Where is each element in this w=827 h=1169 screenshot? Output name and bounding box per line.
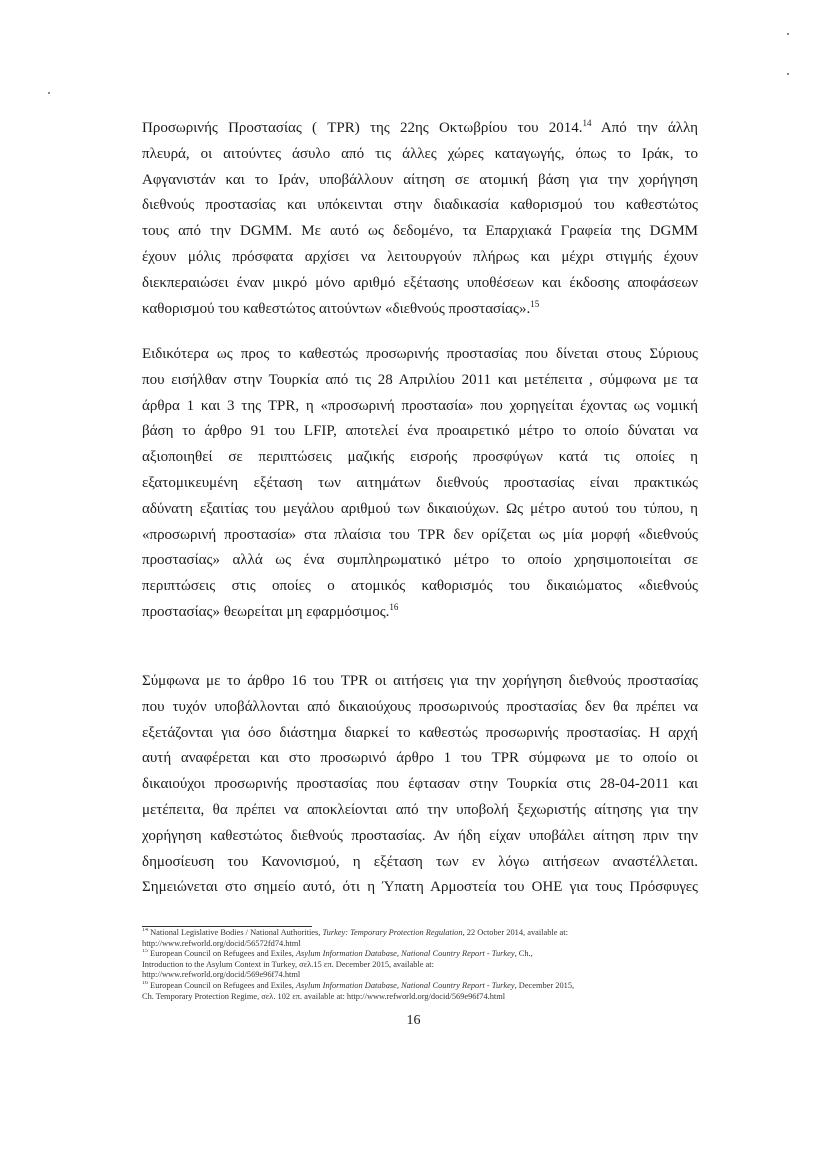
text-line: αδύνατη εξαιτίας του μεγάλου αριθμού των δικαιούχων. Ως μέτρο αυτού του τύπου, η xyxy=(142,500,698,517)
footnote-ref-14[interactable]: 14 xyxy=(582,118,592,128)
text-line: «προσωρινή προστασία» στα πλαίσια του TPR δεν ορίζεται ως μία μορφή «διεθνούς xyxy=(142,526,698,543)
paragraph-2 xyxy=(142,342,698,626)
text-line: έχουν μόλις πρόσφατα αρχίσει να λειτουργούν πλήρως και μέχρι στιγμής έχουν xyxy=(142,248,698,265)
paragraph-1 xyxy=(142,116,698,322)
footnotes xyxy=(142,928,702,1002)
text-line: μετέπειτα, θα πρέπει να αποκλείονται από την υποβολή ξεχωριστής αίτησης για την xyxy=(142,801,698,818)
text-line: διεκπεραιώσει έναν μικρό μόνο αριθμό εξέτασης υποθέσεων και έκδοσης αποφάσεων xyxy=(142,274,698,291)
text-line: καθορισμού του καθεστώτος αιτούντων «διεθνούς προστασίας».$^{15}$ xyxy=(142,298,540,317)
text-line: περιπτώσεις στις οποίες ο ατομικός καθορισμός του δικαιώματος «διεθνούς xyxy=(142,578,698,595)
text-line: εξετάζονται για όσο διάστημα διαρκεί το καθεστώς προσωρινής προστασίας. Η αρχή xyxy=(142,724,698,741)
footnote-16: $^{16}$ European Council on Refugees and Exiles, Asylum Information Database, National Country Report - Turkey, December 2015, Ch. Temporary Protection Regime, σελ. 102 επ. available at: http://www.refworld.org/docid/569e96f74.html xyxy=(142,981,702,1002)
footnote-14: $^{14}$ National Legislative Bodies / National Authorities, Turkey: Temporary Protection Regulation, 22 October 2014, available at: http://www.refworld.org/docid/56572fd74.html xyxy=(142,928,702,949)
scan-mark xyxy=(48,92,50,94)
paragraph-3 xyxy=(142,669,698,901)
footnote-link[interactable]: http://www.refworld.org/docid/56572fd74.html xyxy=(142,938,301,948)
footnote-separator xyxy=(142,926,312,927)
page-number: 16 xyxy=(406,1013,421,1028)
text-line: πλευρά, οι αιτούντες άσυλο από τις άλλες χώρες καταγωγής, όπως το Ιράκ, το xyxy=(142,145,698,162)
text-line: διεθνούς προστασίας και υπόκεινται στην διαδικασία καθορισμού του καθεστώτος xyxy=(142,197,698,214)
text-line: χορήγηση καθεστώτος διεθνούς προστασίας. Αν ήδη είχαν υποβάλει αίτηση πριν την xyxy=(142,827,698,844)
text-line: Ειδικότερα ως προς το καθεστώς προσωρινής προστασίας που δίνεται στους Σύριους xyxy=(142,346,698,362)
footnote-link[interactable]: http://www.refworld.org/docid/569e96f74.html xyxy=(142,970,301,980)
text-line: Σύμφωνα με το άρθρο 16 του TPR οι αιτήσεις για την χορήγηση διεθνούς προστασίας xyxy=(142,673,698,689)
text-line: Προσωρινής Προστασίας ( TPR) της 22ης Οκτωβρίου του 2014.14 Από την άλλη xyxy=(142,118,698,136)
text-line: που εισήλθαν στην Τουρκία από τις 28 Απριλίου 2011 και μετέπειτα , σύμφωνα με τα xyxy=(142,371,698,388)
scan-mark xyxy=(787,73,789,75)
footnote-ref-15[interactable]: 15 xyxy=(530,298,540,309)
text-line: αξιοποιηθεί σε περιπτώσεις μαζικής εισροής προσφύγων κατά τις οποίες η xyxy=(142,449,698,466)
text-line: που τυχόν υποβάλλονται από δικαιούχους προσωρινούς προστασίας δεν θα πρέπει να xyxy=(142,698,698,715)
footnote-ref-16[interactable]: 16 xyxy=(389,601,399,612)
text-line: εξατομικευμένη εξέταση των αιτημάτων διεθνούς προστασίας είναι πρακτικώς xyxy=(142,474,698,491)
scan-mark xyxy=(787,33,789,35)
text-line: άρθρα 1 και 3 της TPR, η «προσωρινή προστασία» που χορηγείται έχοντας ως νομική xyxy=(142,397,698,414)
text-line: αυτή αναφέρεται και στο προσωρινό άρθρο 1 του TPR σύμφωνα με το οποίο οι xyxy=(142,750,698,767)
text-line: βάση το άρθρο 91 του LFIP, αποτελεί ένα προαιρετικό μέτρο το οποίο δύναται να xyxy=(142,423,698,440)
text-line: προστασίας» θεωρείται μη εφαρμόσιμος.$^{16}$ xyxy=(142,601,399,620)
footnote-link[interactable]: Ch. Temporary Protection Regime, σελ. 102 επ. available at: http://www.refworld.org/docid/569e96f74.html xyxy=(142,991,506,1001)
text-line: Αφγανιστάν και το Ιράν, υποβάλλουν αίτηση σε ατομική βάση για την χορήγηση xyxy=(142,171,698,188)
text-line: Σημειώνεται στο σημείο αυτό, ότι η Ύπατη Αρμοστεία του ΟΗΕ για τους Πρόσφυγες xyxy=(142,879,698,896)
text-line: προστασίας» αλλά ως ένα συμπληρωματικό μέτρο το οποίο χρησιμοποιείται σε xyxy=(142,552,698,569)
text-line: δημοσίευση του Κανονισμού, η εξέταση των εν λόγω αιτήσεων αναστέλλεται. xyxy=(142,853,698,870)
footnote-15: $^{15}$ European Council on Refugees and Exiles, Asylum Information Database, National Country Report - Turkey, Ch., Introduction to the Asylum Context in Turkey, σελ.15 επ. December 2015, available at: http://www.refworld.org/docid/569e96f74.html xyxy=(142,949,702,981)
text-line: δικαιούχοι προσωρινής προστασίας που έφτασαν στην Τουρκία στις 28-04-2011 και xyxy=(142,776,698,793)
text-line: τους από την DGMM. Με αυτό ως δεδομένο, τα Επαρχιακά Γραφεία της DGMM xyxy=(142,223,698,240)
